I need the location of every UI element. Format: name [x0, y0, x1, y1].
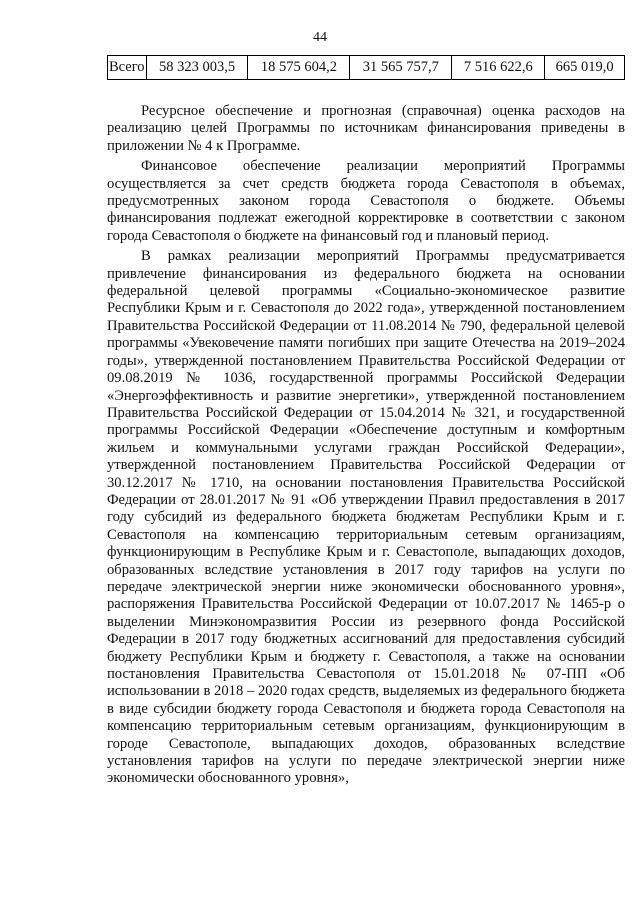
total-value-1: 58 323 003,5 [146, 56, 248, 80]
table-row [108, 56, 625, 80]
page-number: 44 [313, 30, 327, 45]
total-value-2: 18 575 604,2 [248, 56, 350, 80]
paragraph-resources: Ресурсное обеспечение и прогнозная (справочная) оценка расходов на реализацию целей Программы по источникам финансирования приведены в приложении № 4 к Программе. [107, 103, 625, 154]
total-value-5: 665 019,0 [545, 56, 625, 80]
paragraph-federal-funding: В рамках реализации мероприятий Программы предусматривается привлечение финансирования из федерального бюджета на основании федеральной целевой программы «Социально-экономическое развитие Республики Крым и г. Севастополя до 2022 года», утвержденной постановлением Правительства Российской Федерации от 11.08.2014 № 790, федеральной целевой программы «Увековечение памяти погибших при защите Отечества на 2019–2024 годы», утвержденной постановлением Правительства Российской Федерации от 09.08.2019 № 1036, государственной программы Российской Федерации «Энергоэффективность и развитие энергетики», утвержденной постановлением Правительства Российской Федерации от 15.04.2014 № 321, и государственной программы Российской Федерации «Обеспечение доступным и комфортным жильем и коммунальными услугами граждан Российской Федерации», утвержденной постановлением Правительства Российской Федерации от 30.12.2017 № 1710, на основании постановления Правительства Российской Федерации от 28.01.2017 № 91 «Об утверждении Правил предоставления в 2017 году субсидий из федерального бюджета бюджетам Республики Крым и г. Севастополя на компенсацию территориальным сетевым организациям, функционирующим в Республике Крым и г. Севастополе, выпадающих доходов, образованных вследствие установления в 2017 году тарифов на услуги по передаче электрической энергии ниже экономически обоснованного уровня», распоряжения Правительства Российской Федерации от 10.07.2017 № 1465-р о выделении Минэкономразвития России из резервного фонда Российской Федерации в 2017 году бюджетных ассигнований для предоставления субсидий бюджету Республики Крым и бюджету г. Севастополя, а также на основании постановления Правительства Севастополя от 15.01.2018 № 07-ПП «Об использовании в 2018 – 2020 годах средств, выделяемых из федерального бюджета в виде субсидии бюджету города Севастополя и бюджета города Севастополя на компенсацию территориальным сетевым организациям, функционирующим в городе Севастополе, выпадающих доходов, образованных вследствие установления тарифов на услуги по передаче электрической энергии ниже экономически обоснованного уровня», [107, 248, 625, 787]
paragraph-financing: Финансовое обеспечение реализации мероприятий Программы осуществляется за счет средств бюджета города Севастополя в объемах, предусмотренных законом города Севастополя о бюджете. Объемы финансирования подлежат ежегодной корректировке в соответствии с законом города Севастополя о бюджете на финансовый год и плановый период. [107, 158, 625, 244]
totals-label: Всего [108, 56, 147, 80]
total-value-4: 7 516 622,6 [452, 56, 545, 80]
totals-table [107, 55, 625, 80]
total-value-3: 31 565 757,7 [350, 56, 452, 80]
document-body [107, 103, 625, 791]
